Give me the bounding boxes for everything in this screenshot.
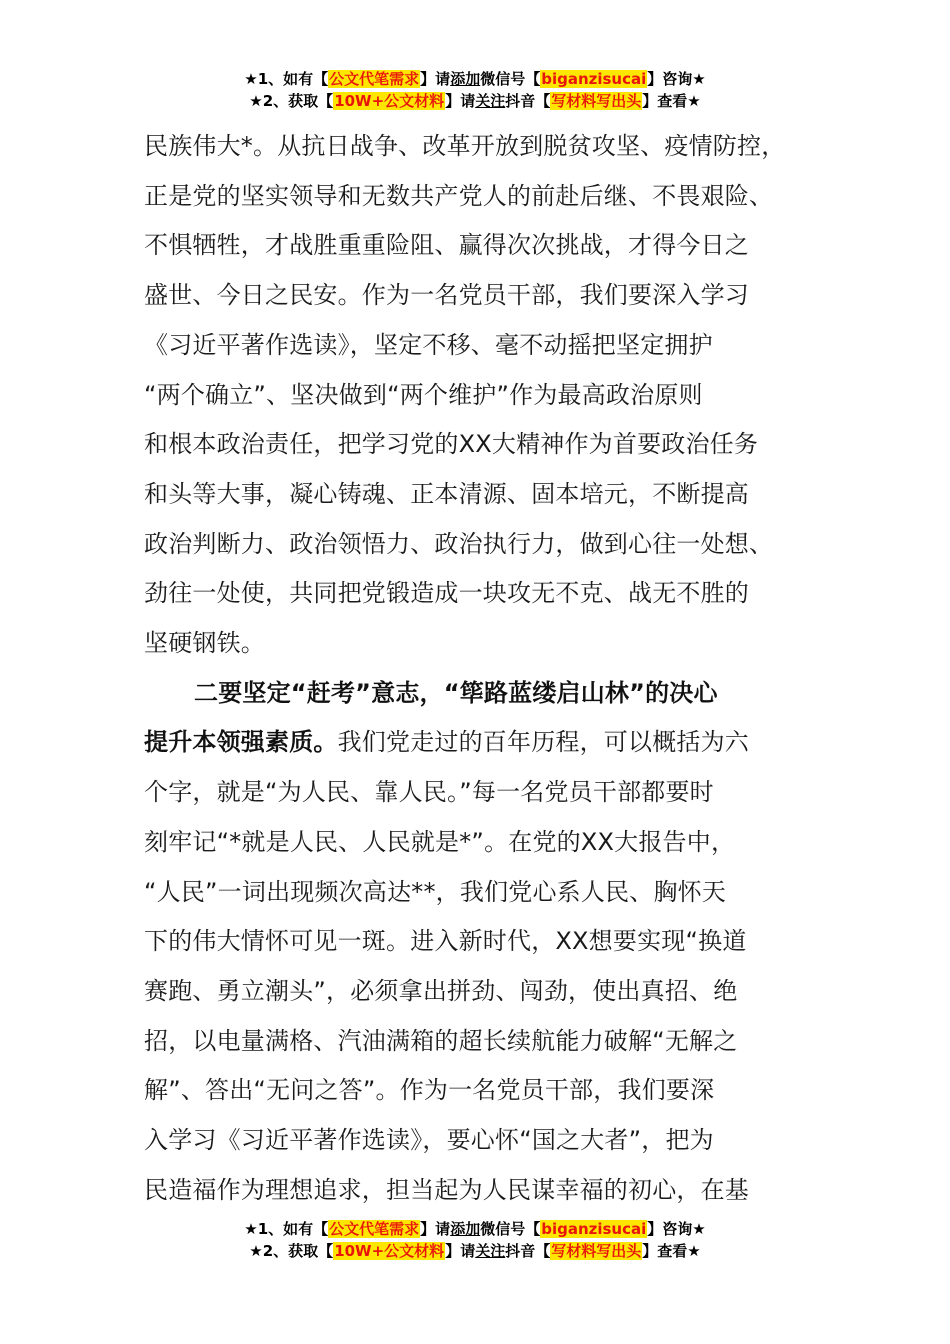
- banner-text: 抖音【: [505, 1242, 551, 1260]
- body-line: 劲往一处使，共同把党锻造成一块攻无不克、战无不胜的: [144, 579, 749, 608]
- banner-underline: 添加: [450, 1220, 481, 1238]
- body-line: 刻牢记“*就是人民、人民就是*”。在党的XX大报告中，: [144, 827, 736, 856]
- banner-line-1: [0, 68, 950, 90]
- banner-underline: 关注: [475, 1242, 506, 1260]
- banner-line-2: [0, 1240, 950, 1262]
- section-heading-continued: [144, 718, 824, 768]
- body-line: 民族伟大*。从抗日战争、改革开放到脱贫攻坚、疫情防控，: [144, 132, 786, 160]
- banner-text: 】请: [445, 1242, 476, 1260]
- banner-text: 微信号【: [480, 70, 541, 88]
- banner-line-1: [0, 1218, 950, 1240]
- banner-highlight: 10W+公文材料: [334, 1242, 445, 1260]
- body-line: 和头等大事，凝心铸魂、正本清源、固本培元，不断提高: [144, 479, 749, 508]
- body-line: 入学习《习近平著作选读》，要心怀“国之大者”，把为: [144, 1126, 714, 1155]
- banner-text: 抖音【: [505, 92, 551, 110]
- banner-text: 】请: [445, 92, 476, 110]
- body-line: 盛世、今日之民安。作为一名党员干部，我们要深入学习: [144, 281, 749, 310]
- banner-underline: 添加: [450, 70, 481, 88]
- section-heading: 二要坚定“赶考”意志，“筚路蓝缕启山林”的决心: [194, 678, 718, 707]
- bottom-banner: [0, 1218, 950, 1262]
- top-banner: [0, 68, 950, 112]
- body-line: 不惧牺牲，才战胜重重险阻、赢得次次挑战，才得今日之: [144, 231, 749, 260]
- banner-highlight: biganzisucai: [541, 70, 647, 88]
- body-line: 赛跑、勇立潮头”，必须拿出拼劲、闯劲，使出真招、绝: [144, 976, 738, 1005]
- body-line: 个字，就是“为人民、靠人民。”每一名党员干部都要时: [144, 778, 714, 807]
- banner-line-2: [0, 90, 950, 112]
- body-line: 《习近平著作选读》，坚定不移、毫不动摇把坚定拥护: [144, 330, 713, 359]
- banner-text: ★2、获取【: [249, 1242, 334, 1260]
- banner-text: ★1、如有【: [244, 1220, 329, 1238]
- banner-highlight: biganzisucai: [541, 1220, 647, 1238]
- body-line: “人民”一词出现频次高达**，我们党心系人民、胸怀天: [144, 877, 727, 906]
- banner-text: ★1、如有【: [244, 70, 329, 88]
- banner-text: 】请: [420, 1220, 451, 1238]
- body-line: 坚硬钢铁。: [144, 629, 265, 658]
- body-line: 政治判断力、政治领悟力、政治执行力，做到心往一处想、: [144, 529, 774, 558]
- body-line: 招，以电量满格、汽油满箱的超长续航能力破解“无解之: [144, 1026, 738, 1055]
- banner-text: 】查看★: [642, 92, 701, 110]
- banner-text: 】咨询★: [647, 70, 706, 88]
- body-line: 民造福作为理想追求，担当起为人民谋幸福的初心，在基: [144, 1175, 749, 1204]
- banner-text: 】咨询★: [647, 1220, 706, 1238]
- body-line: “两个确立”、坚决做到“两个维护”作为最高政治原则: [144, 380, 703, 409]
- banner-highlight: 写材料写出头: [551, 92, 642, 110]
- section-heading-rest: 我们党走过的百年历程，可以概括为六: [337, 728, 750, 757]
- banner-text: 微信号【: [480, 1220, 541, 1238]
- banner-highlight: 公文代笔需求: [329, 1220, 420, 1238]
- banner-highlight: 公文代笔需求: [329, 70, 420, 88]
- banner-text: 】查看★: [642, 1242, 701, 1260]
- body-line: 和根本政治责任，把学习党的XX大精神作为首要政治任务: [144, 430, 759, 459]
- document-body: [144, 122, 824, 1215]
- body-line: 正是党的坚实领导和无数共产党人的前赴后继、不畏艰险、: [144, 181, 774, 210]
- body-line: 下的伟大情怀可见一斑。进入新时代，XX想要实现“换道: [144, 927, 747, 956]
- section-heading-bold: 提升本领强素质。: [144, 728, 338, 757]
- banner-text: 】请: [420, 70, 451, 88]
- banner-text: ★2、获取【: [249, 92, 334, 110]
- body-line: 解”、答出“无问之答”。作为一名党员干部，我们要深: [144, 1076, 715, 1105]
- banner-highlight: 写材料写出头: [551, 1242, 642, 1260]
- banner-highlight: 10W+公文材料: [334, 92, 445, 110]
- banner-underline: 关注: [475, 92, 506, 110]
